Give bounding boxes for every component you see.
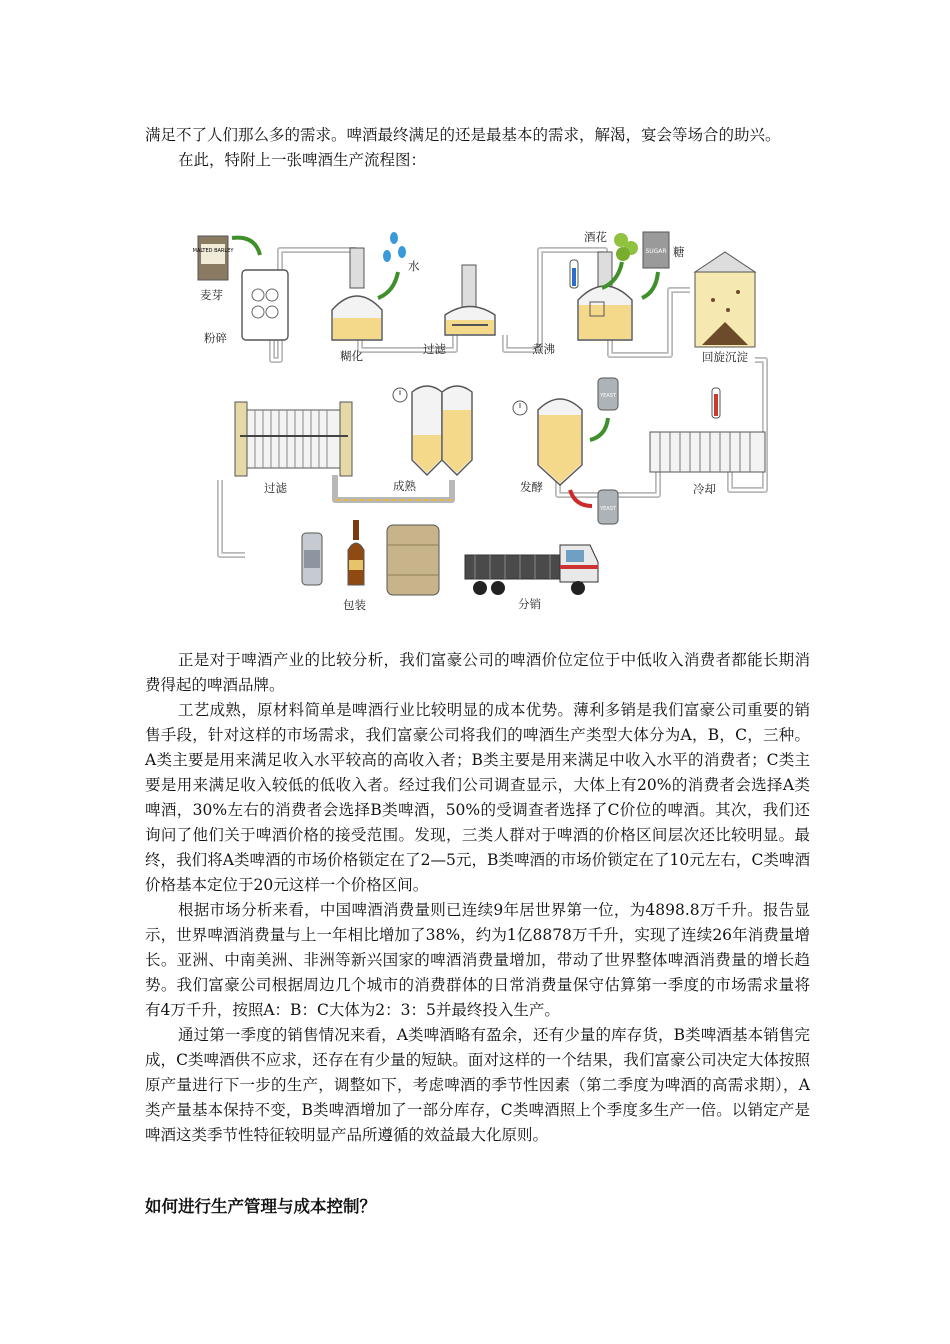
arrow-icon xyxy=(642,272,658,298)
whirlpool-tank xyxy=(695,252,755,347)
label-boil: 煮沸 xyxy=(532,342,555,356)
yeast-can-icon xyxy=(598,378,618,410)
label-mature: 成熟 xyxy=(393,479,416,493)
arrow-icon xyxy=(590,418,608,440)
pipes xyxy=(220,250,765,555)
sugar-bag-icon xyxy=(643,232,669,268)
label-package: 包装 xyxy=(343,598,366,612)
label-distribute: 分销 xyxy=(518,597,541,611)
label-hops: 酒花 xyxy=(584,230,607,244)
delivery-truck-icon xyxy=(465,545,598,595)
yeast-can-print: YEAST xyxy=(600,506,616,512)
section-heading: 如何进行生产管理与成本控制？ xyxy=(145,1197,376,1216)
paragraph: 工艺成熟，原材料简单是啤酒行业比较明显的成本优势。薄利多销是我们富豪公司重要的销售手段，针对这样的市场需求，我们富豪公司将我们的啤酒生产类型大体分为A，B，C，三种。A类主要是用来满足收入水平较高的高收入者；B类主要是用来满足中收入水平的消费者；C类主要是用来满足收入较低的低收入者。经过我们公司调查显示，大体上有20%的消费者会选择A类啤酒，30%左右的消费者会选择B类啤酒，50%的受调查者选择了C价位的啤酒。其次，我们还询问了他们关于啤酒价格的接受范围。发现，三类人群对于啤酒的价格区间层次还比较明显。最终，我们将A类啤酒的市场价格锁定在了2—5元，B类啤酒的市场价锁定在了10元左右，C类啤酒价格基本定位于20元这样一个价格区间。 xyxy=(145,701,810,894)
water-drops-icon xyxy=(383,232,406,262)
mill-icon xyxy=(242,270,288,340)
thermometer-icon xyxy=(570,260,578,288)
label-ferment: 发酵 xyxy=(520,480,543,494)
lauter-tun xyxy=(445,265,495,335)
fermenter-tank xyxy=(513,399,582,485)
label-sugar: 糖 xyxy=(673,245,685,259)
malt-bag-print: MALTED BARLEY xyxy=(192,248,234,254)
yeast-can-print: YEAST xyxy=(600,393,616,399)
malt-bag-icon xyxy=(193,236,235,280)
paragraph: 在此，特附上一张啤酒生产流程图： xyxy=(178,151,427,169)
beer-can-icon xyxy=(302,533,322,585)
chiller xyxy=(650,388,765,472)
label-grind: 粉碎 xyxy=(204,331,227,345)
mash-tun xyxy=(332,248,382,340)
label-cool: 冷却 xyxy=(693,482,716,496)
yeast-can-icon xyxy=(598,490,618,524)
label-lauter: 过滤 xyxy=(423,342,446,356)
boil-kettle xyxy=(578,252,632,340)
arrow-icon xyxy=(378,272,398,298)
label-water: 水 xyxy=(408,259,420,273)
sugar-bag-print: SUGAR xyxy=(645,248,667,255)
arrow-icon xyxy=(232,238,260,255)
beer-bottle-icon xyxy=(348,520,364,585)
paragraph: 通过第一季度的销售情况来看，A类啤酒略有盈余，还有少量的库存货，B类啤酒基本销售完成，C类啤酒供不应求，还存在有少量的短缺。面对这样的一个结果，我们富豪公司决定大体按照原产量进行下一步的生产，调整如下，考虑啤酒的季节性因素（第二季度为啤酒的高需求期），A类产量基本保持不变，B类啤酒增加了一部分库存，C类啤酒照上个季度多生产一倍。以销定产是啤酒这类季节性特征较明显产品所遵循的效益最大化原则。 xyxy=(145,1026,810,1144)
hops-icon xyxy=(614,233,638,261)
beer-production-flowchart xyxy=(180,210,780,630)
paragraph: 根据市场分析来看，中国啤酒消费量则已连续9年居世界第一位，为4898.8万千升。报告显示，世界啤酒消费量与上一年相比增加了38%，约为1亿8878万千升，实现了连续26年消费量增长。亚洲、中南美洲、非洲等新兴国家的啤酒消费量增加，带动了世界整体啤酒消费量的增长趋势。我们富豪公司根据周边几个城市的消费群体的日常消费量保守估算第一季度的市场需求量将有4万千升，按照A：B：C大体为2：3：5并最终投入生产。 xyxy=(145,901,810,1019)
label-malt: 麦芽 xyxy=(200,288,223,302)
paragraph: 满足不了人们那么多的需求。啤酒最终满足的还是最基本的需求，解渴，宴会等场合的助兴。 xyxy=(145,126,781,144)
label-mash: 糊化 xyxy=(340,349,363,363)
label-filter: 过滤 xyxy=(264,481,287,495)
keg-icon xyxy=(387,525,439,595)
intro-text xyxy=(145,123,810,173)
paragraph: 正是对于啤酒产业的比较分析，我们富豪公司的啤酒价位定位于中低收入消费者都能长期消费得起的啤酒品牌。 xyxy=(145,651,810,694)
body-text xyxy=(145,648,810,1148)
label-whirlpool: 回旋沉淀 xyxy=(702,350,748,364)
maturation-tanks xyxy=(393,386,472,475)
filter-press xyxy=(235,402,352,476)
